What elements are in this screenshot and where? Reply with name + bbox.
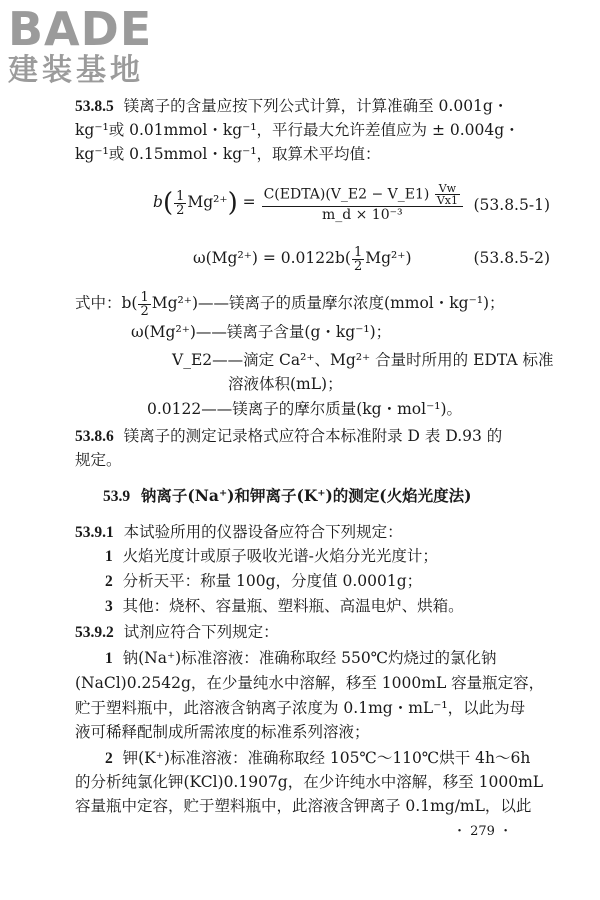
equation-number: (53.8.5-1) [473,196,550,214]
list-item-na-line2: (NaCl)0.2542g，在少量纯水中溶解，移至 1000mL 容量瓶定容， [75,674,545,692]
where-molar-mass: 0.0122——镁离子的摩尔质量(kg・mol⁻¹)。 [147,400,463,418]
fraction-half: $\frac{1}{2}$ [140,289,149,319]
para-53-9-1: 53.9.1 本试验所用的仪器设备应符合下列规定： [75,523,403,541]
eq-ion: Mg²⁺ [187,193,228,211]
para-53-8-6-line1: 53.8.6 镁离子的测定记录格式应符合本标准附录 D 表 D.93 的 [75,427,503,445]
list-item-na-line1: 1 钠(Na⁺)标准溶液：准确称取经 550℃灼烧过的氯化钠 [105,649,497,667]
para-53-9-2: 53.9.2 试剂应符合下列规定： [75,623,279,641]
logo-subtitle: 建装基地 [8,53,144,88]
para-53-8-5-line3: kg⁻¹或 0.15mmol・kg⁻¹，取算术平均值： [75,145,381,163]
list-item: 3 其他：烧杯、容量瓶、塑料瓶、高温电炉、烘箱。 [105,597,464,615]
fraction-half: $\frac{1}{2}$ [353,244,363,274]
equation-53-8-5-1: b( $\frac{1}{2}$ Mg²⁺) = C(EDTA)(V_E2 − V_E1) $\frac{Vw}{Vx1}$ m_d × 10⁻³ [153,182,464,224]
logo [8,2,178,88]
section-heading-53-9: 53.9 钠离子(Na⁺)和钾离子(K⁺)的测定(火焰光度法) [103,486,472,505]
list-item: 2 分析天平：称量 100g，分度值 0.0001g； [105,572,423,590]
page-number: ・ 279 ・ [453,824,513,839]
logo-wordmark: BADE [8,2,153,56]
list-item-na-line4: 液可稀释配制成所需浓度的标准系列溶液； [75,723,370,741]
list-item-k-line2: 的分析纯氯化钾(KCl)0.1907g，在少许纯水中溶解，移至 1000mL [75,773,544,791]
equation-number: (53.8.5-2) [473,249,550,267]
fraction-half: $\frac{1}{2}$ [176,188,185,218]
list-item-na-line3: 贮于塑料瓶中，此溶液含钠离子浓度为 0.1mg・mL⁻¹，以此为母 [75,699,526,717]
para-53-8-5-line1 [75,96,508,117]
where-ve2-line2: 溶液体积(mL)； [228,375,343,393]
para-53-8-5-line2: kg⁻¹或 0.01mmol・kg⁻¹，平行最大允许差值应为 ± 0.004g・ [75,121,520,139]
equation-53-8-5-2: ω(Mg²⁺) = 0.0122b( $\frac{1}{2}$ Mg²⁺) [193,244,412,274]
where-ve2-line1: V_E2——滴定 Ca²⁺、Mg²⁺ 合量时所用的 EDTA 标准 [172,351,554,369]
where-omega: ω(Mg²⁺)——镁离子含量(g・kg⁻¹)； [131,323,392,341]
text: 镁离子的含量应按下列公式计算，计算准确至 0.001g・ [123,97,509,115]
fraction-main: C(EDTA)(V_E2 − V_E1) $\frac{Vw}{Vx1}$ m_d × 10⁻³ [262,183,463,224]
where-b: 式中：b( $\frac{1}{2}$ Mg²⁺)——镁离子的质量摩尔浓度(mmol・kg⁻¹)； [75,289,505,319]
list-item: 1 火焰光度计或原子吸收光谱-火焰分光光度计； [105,547,438,565]
eq-symbol: b [153,193,163,211]
clause-number: 53.8.5 [75,98,114,115]
list-item-k-line1: 2 钾(K⁺)标准溶液：准确称取经 105℃～110℃烘干 4h～6h [105,749,531,767]
para-53-8-6-line2: 规定。 [75,451,122,469]
list-item-k-line3: 容量瓶中定容，贮于塑料瓶中，此溶液含钾离子 0.1mg/mL，以此 [75,797,532,815]
